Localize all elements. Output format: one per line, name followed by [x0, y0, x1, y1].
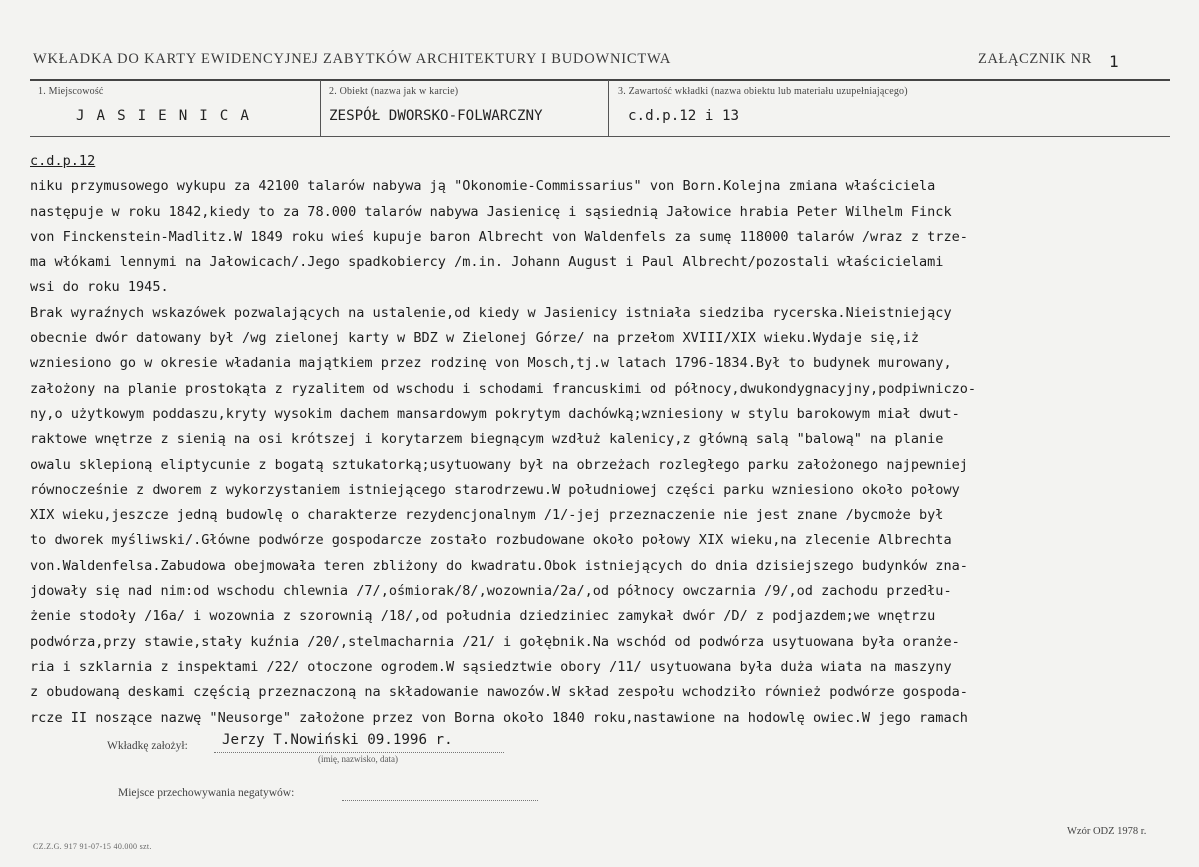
- text-line: żenie stodoły /16a/ i wozownia z szorownią /18/,od południa dziedziniec zamykał dwór /D/ z podjazdem;we wnętrzu: [30, 608, 936, 625]
- contents-label: 3. Zawartość wkładki (nazwa obiektu lub materiału uzupełniającego): [618, 86, 908, 97]
- text-line: raktowe wnętrze z sienią na osi krótszej i korytarzem biegnącym wzdłuż kalenicy,z główną salą "balową" na planie: [30, 431, 944, 448]
- annex-label: ZAŁĄCZNIK NR: [978, 51, 1092, 67]
- form-pattern-note: Wzór ODZ 1978 r.: [1067, 826, 1147, 837]
- text-line: założony na planie prostokąta z ryzalitem od wschodu i schodami francuskimi od północy,dwukondygnacyjny,podpiwniczo-: [30, 380, 977, 397]
- text-line: obecnie dwór datowany był /wg zielonej karty w BDZ w Zielonej Górze/ na przełom XVIII/XIX wieku.Wydaje się,iż: [30, 330, 919, 347]
- insert-author-value: Jerzy T.Nowiński 09.1996 r.: [222, 732, 453, 748]
- annex-number: 1: [1109, 52, 1119, 71]
- text-line: ny,o użytkowym poddaszu,kryty wysokim dachem mansardowym pokrytym dachówką;wzniesiony w stylu barokowym miał dwut-: [30, 405, 960, 422]
- text-line: von.Waldenfelsa.Zabudowa obejmowała teren zbliżony do kwadratu.Obok istniejących do dnia dzisiejszego budynków zna-: [30, 557, 968, 574]
- locality-value: JASIENICA: [76, 108, 261, 124]
- form-title: WKŁADKA DO KARTY EWIDENCYJNEJ ZABYTKÓW ARCHITEKTURY I BUDOWNICTWA: [33, 51, 672, 67]
- print-code: CZ.Z.G. 917 91-07-15 40.000 szt.: [33, 842, 152, 851]
- locality-label: 1. Miejscowość: [38, 86, 104, 97]
- text-line: ria i szklarnia z inspektami /22/ otoczone ogrodem.W sąsiedztwie obory /11/ usytuowana była duża wiata na maszyny: [30, 658, 952, 675]
- continuation-ref: c.d.p.12: [30, 153, 96, 169]
- text-line: ma włókami lennymi na Jałowicach/.Jego spadkobiercy /m.in. Johann August i Paul Albrecht/pozostali właścicielami: [30, 254, 944, 271]
- contents-value: c.d.p.12 i 13: [628, 108, 740, 124]
- text-line: następuje w roku 1842,kiedy to za 78.000 talarów nabywa Jasienicę i sąsiednią Jałowice hrabia Peter Wilhelm Finck: [30, 203, 952, 220]
- text-line: Brak wyraźnych wskazówek pozwalających na ustalenie,od kiedy w Jasienicy istniała siedziba rycerska.Nieistniejący: [30, 304, 952, 321]
- text-line: owalu sklepioną eliptycunie z bogatą sztukatorką;usytuowany był na obrzeżach rozległego parku założonego najpewniej: [30, 456, 968, 473]
- text-line: niku przymusowego wykupu za 42100 talarów nabywa ją "Okonomie-Commissarius" von Born.Kolejna zmiana właściciela: [30, 178, 936, 195]
- negatives-location-label: Miejsce przechowywania negatywów:: [118, 787, 295, 799]
- object-value: ZESPÓŁ DWORSKO-FOLWARCZNY: [329, 108, 543, 124]
- typewritten-text: [30, 149, 1175, 731]
- text-line: XIX wieku,jeszcze jedną budowlę o charakterze rezydencjonalnym /1/-jej przeznaczenie nie jest znane /bycmoże był: [30, 507, 944, 524]
- text-line: równocześnie z dworem z wykorzystaniem istniejącego starodrzewu.W południowej części parku wzniesiono około połowy: [30, 481, 960, 498]
- field-divider-2: [608, 80, 609, 136]
- header-bottom-rule: [30, 136, 1170, 137]
- text-line: podwórza,przy stawie,stały kuźnia /20/,stelmacharnia /21/ i gołębnik.Na wschód od podwórza usytuowana była oranże-: [30, 633, 960, 650]
- text-line: to dworek myśliwski/.Główne podwórze gospodarcze zostało rozbudowane około połowy XIX wieku,na zlecenie Albrechta: [30, 532, 952, 549]
- insert-author-dotted-line: [214, 751, 504, 753]
- header-top-rule: [30, 79, 1170, 81]
- insert-author-caption: (imię, nazwisko, data): [318, 754, 398, 764]
- insert-author-label: Wkładkę założył:: [107, 740, 188, 752]
- text-line: wzniesiono go w okresie władania majątkiem przez rodzinę von Mosch,tj.w latach 1796-1834.Był to budynek murowany,: [30, 355, 952, 372]
- text-line: jdowały się nad nim:od wschodu chlewnia /7/,ośmiorak/8/,wozownia/2a/,od północy owczarnia /9/,od zachodu przedłu-: [30, 583, 952, 600]
- negatives-location-dotted-line: [342, 799, 538, 801]
- text-line: von Finckenstein-Madlitz.W 1849 roku wieś kupuje baron Albrecht von Waldenfels za sumę 118000 talarów /wraz z trze-: [30, 228, 968, 245]
- field-divider-1: [320, 80, 321, 136]
- text-line: wsi do roku 1945.: [30, 279, 169, 296]
- text-line: z obudowaną deskami częścią przeznaczoną na składowanie nawozów.W skład zespołu wchodziło również podwórze gospoda-: [30, 684, 968, 701]
- text-line: rcze II noszące nazwę "Neusorge" założone przez von Borna około 1840 roku,nastawione na hodowlę owiec.W jego ramach: [30, 709, 968, 726]
- object-label: 2. Obiekt (nazwa jak w karcie): [329, 86, 459, 97]
